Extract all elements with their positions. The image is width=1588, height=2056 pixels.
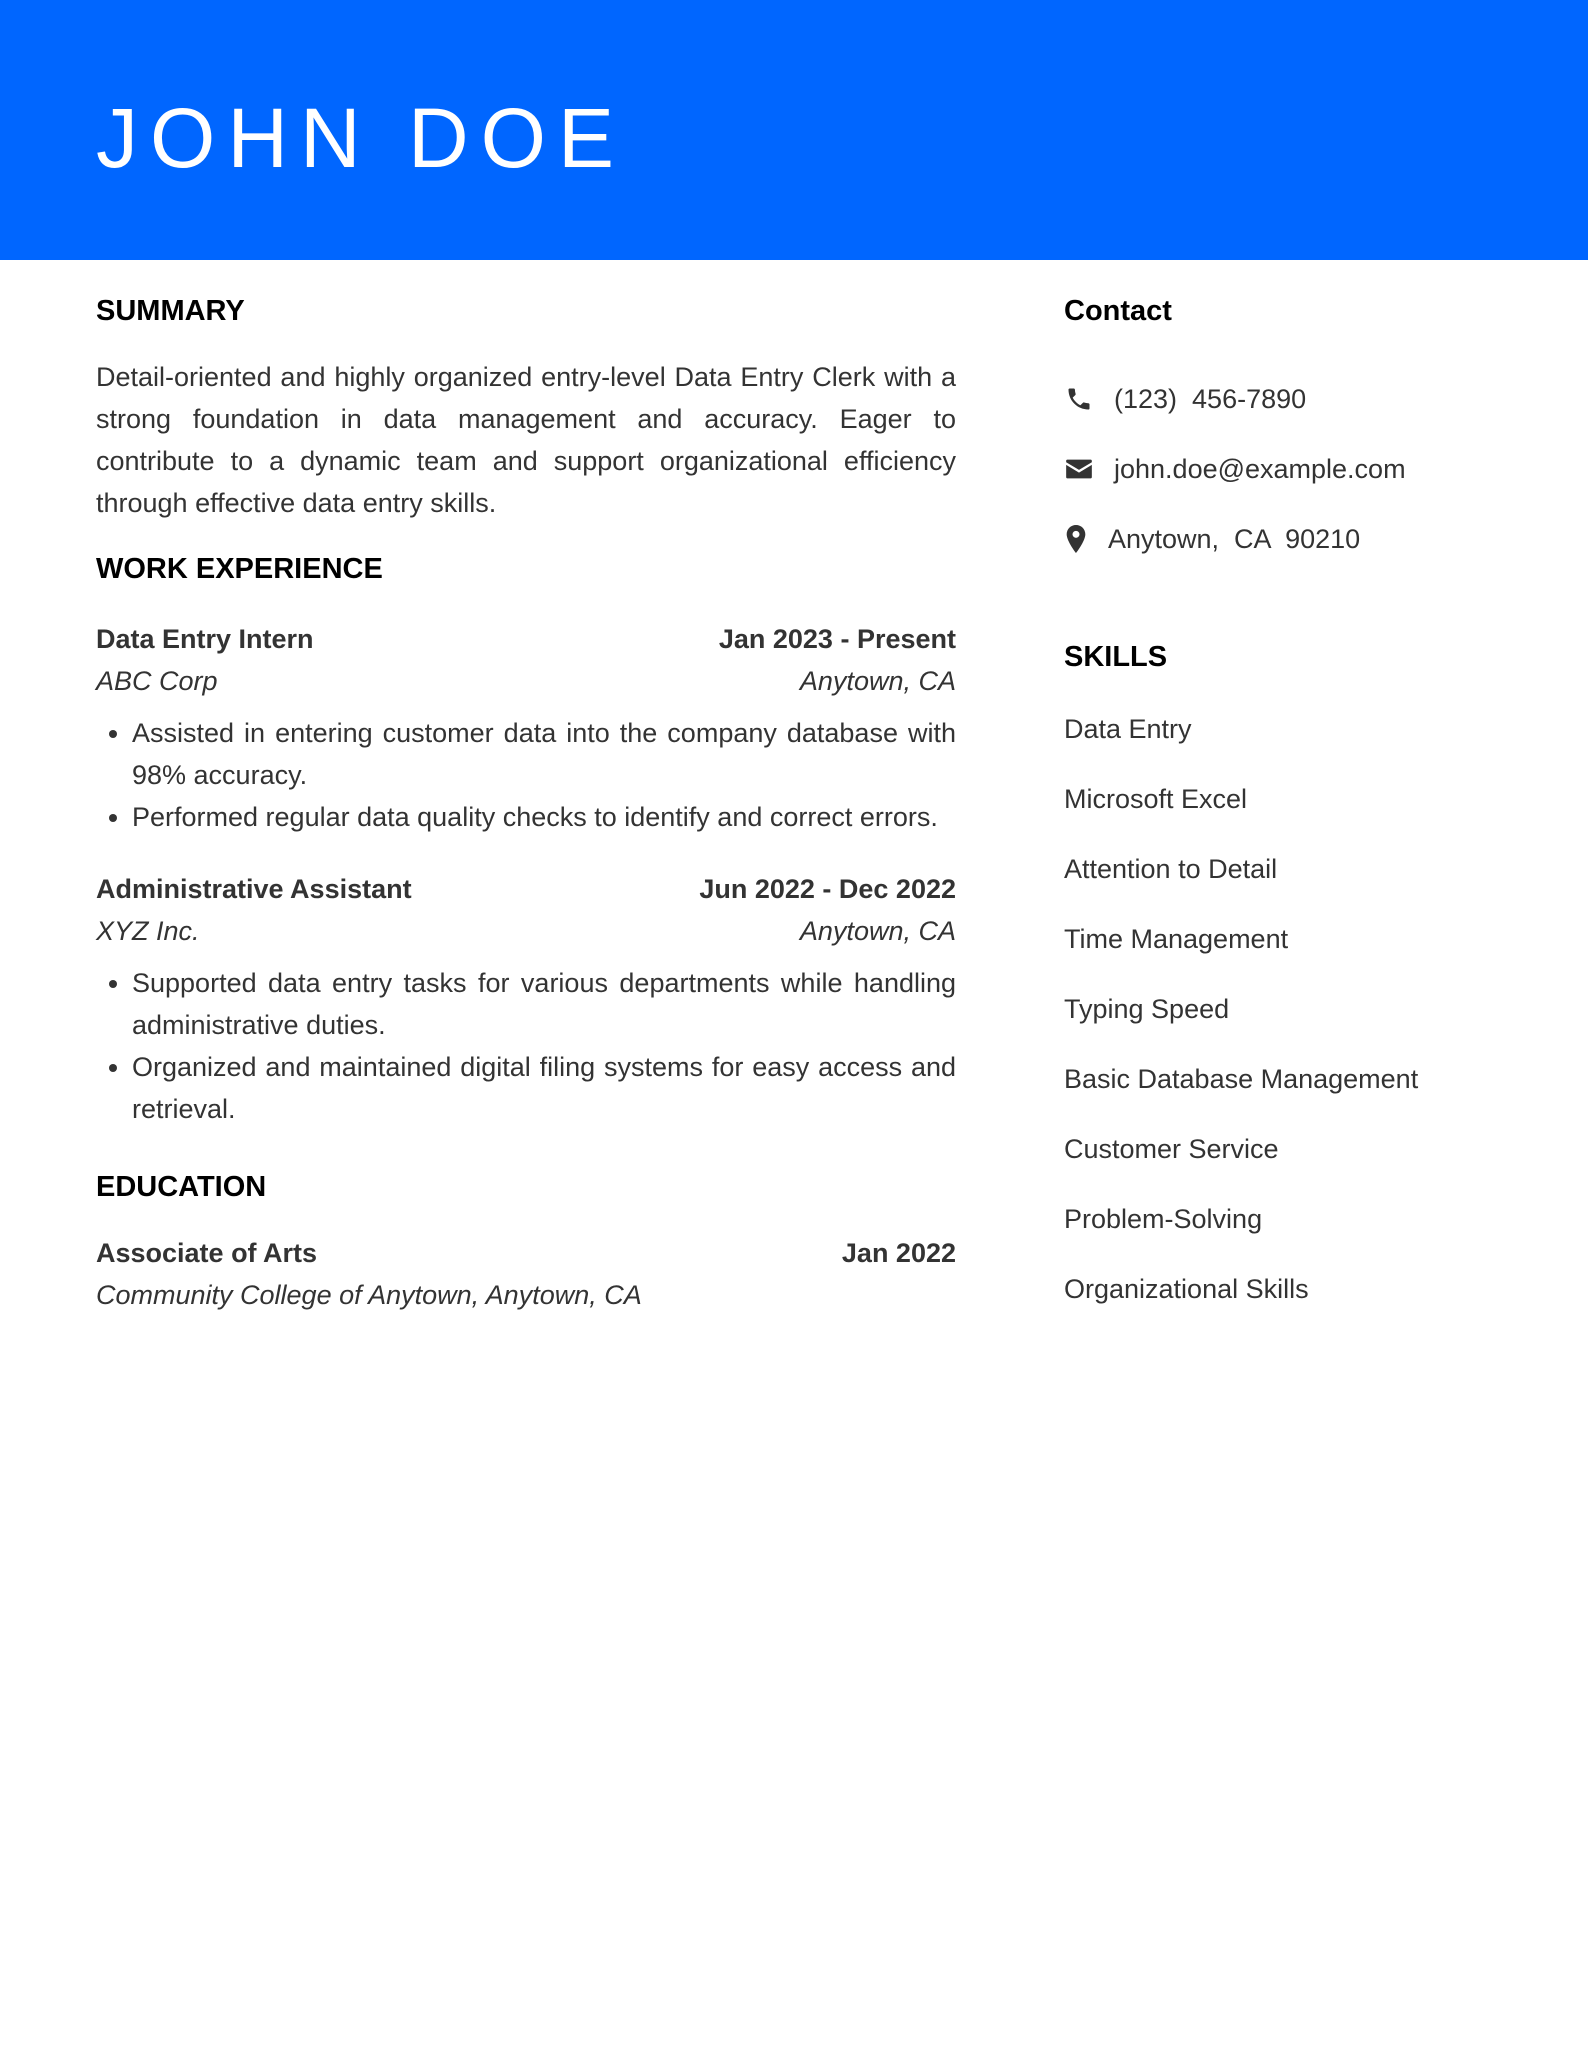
contact-list bbox=[1064, 364, 1504, 574]
skills-list bbox=[1064, 694, 1504, 1324]
contact-heading: Contact bbox=[1064, 295, 1172, 327]
job-bullet: • Performed regular data quality checks to identify and correct errors. bbox=[132, 796, 956, 838]
skill-item: Microsoft Excel bbox=[1064, 784, 1248, 814]
contact-phone-text[interactable]: (123) 456-7890 bbox=[1114, 383, 1307, 414]
skill-item: Basic Database Management bbox=[1064, 1064, 1419, 1094]
main-column bbox=[96, 288, 956, 1316]
job-bullets bbox=[96, 712, 956, 838]
education-school: Community College of Anytown, Anytown, CA bbox=[96, 1280, 642, 1310]
job-role: Data Entry Intern bbox=[96, 624, 314, 654]
envelope-icon bbox=[1064, 454, 1094, 484]
education-entry bbox=[96, 1232, 956, 1316]
skill-item: Typing Speed bbox=[1064, 994, 1230, 1024]
job-dates: Jun 2022 - Dec 2022 bbox=[699, 874, 956, 904]
job-company: ABC Corp bbox=[96, 666, 218, 696]
job-bullets bbox=[96, 962, 956, 1130]
job-company: XYZ Inc. bbox=[96, 916, 200, 946]
education-section bbox=[96, 1164, 956, 1316]
skill-item: Customer Service bbox=[1064, 1134, 1279, 1164]
education-date: Jan 2022 bbox=[841, 1238, 956, 1268]
work-experience-section bbox=[96, 546, 956, 1130]
contact-email bbox=[1064, 434, 1504, 504]
skills-section bbox=[1064, 634, 1504, 1324]
job-bullet: • Assisted in entering customer data into the company database with 98% accuracy. bbox=[132, 712, 956, 796]
education-heading: EDUCATION bbox=[96, 1171, 267, 1203]
job-bullet: • Supported data entry tasks for various departments while handling administrative duties. bbox=[132, 962, 956, 1046]
sidebar-column bbox=[1064, 288, 1504, 1324]
summary-text: Detail-oriented and highly organized entry-level Data Entry Clerk with a strong foundation in data management and accuracy. Eager to contribute to a dynamic team and support organizational efficiency through effective data entry skills. bbox=[96, 362, 956, 518]
summary-heading: SUMMARY bbox=[96, 295, 245, 327]
job-location: Anytown, CA bbox=[799, 916, 956, 946]
education-degree: Associate of Arts bbox=[96, 1238, 318, 1268]
job-entry bbox=[96, 868, 956, 1130]
contact-email-text[interactable]: john.doe@example.com bbox=[1114, 453, 1406, 484]
job-role: Administrative Assistant bbox=[96, 874, 412, 904]
skill-item: Attention to Detail bbox=[1064, 854, 1278, 884]
phone-icon bbox=[1064, 384, 1094, 414]
skill-item: Data Entry bbox=[1064, 714, 1192, 744]
skill-item: Organizational Skills bbox=[1064, 1274, 1309, 1304]
work-experience-heading: WORK EXPERIENCE bbox=[96, 553, 383, 585]
skill-item: Time Management bbox=[1064, 924, 1289, 954]
job-bullet: • Organized and maintained digital filing systems for easy access and retrieval. bbox=[132, 1046, 956, 1130]
skills-heading: SKILLS bbox=[1064, 641, 1168, 673]
contact-phone bbox=[1064, 364, 1504, 434]
summary-section bbox=[96, 288, 956, 524]
contact-address bbox=[1064, 504, 1504, 574]
contact-section bbox=[1064, 288, 1504, 574]
skill-item: Problem-Solving bbox=[1064, 1204, 1263, 1234]
contact-address-text: Anytown, CA 90210 bbox=[1108, 523, 1361, 554]
candidate-name: JOHN DOE bbox=[96, 91, 627, 185]
job-entry bbox=[96, 618, 956, 838]
job-dates: Jan 2023 - Present bbox=[718, 624, 956, 654]
job-location: Anytown, CA bbox=[799, 666, 956, 696]
map-pin-icon bbox=[1064, 524, 1088, 554]
header-banner bbox=[0, 0, 1588, 260]
